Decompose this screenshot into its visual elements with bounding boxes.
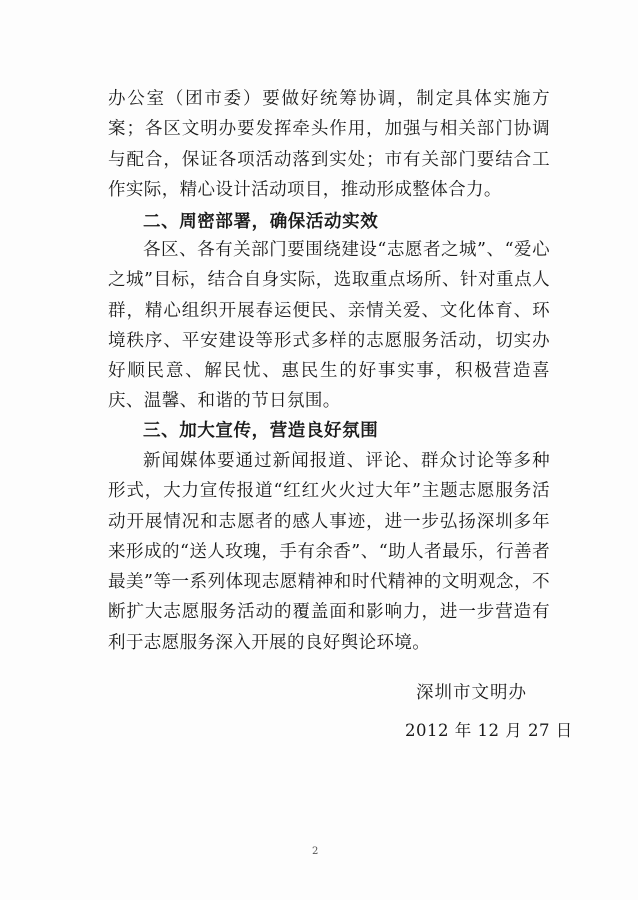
body-paragraph-1: 办公室（团市委）要做好统筹协调，制定具体实施方案；各区文明办要发挥牵头作用，加强与相关部门协调与配合，保证各项活动落到实处；市有关部门要结合工作实际，精心设计活动项目，推动形成整体合力。: [108, 89, 550, 200]
signature-organization: 深圳市文明办: [416, 683, 527, 703]
page-number: 2: [312, 846, 319, 857]
section-heading-2: 二、周密部署，确保活动实效: [143, 212, 379, 232]
body-paragraph-3: 新闻媒体要通过新闻报道、评论、群众讨论等多种形式，大力宣传报道“红红火火过大年”主题志愿服务活动开展情况和志愿者的感人事迹，进一步弘扬深圳多年来形成的“送人玫瑰，手有余香”、“助人者最乐，行善者最美”等一系列体现志愿精神和时代精神的文明观念，不断扩大志愿服务活动的覆盖面和影响力，进一步营造有利于志愿服务深入开展的良好舆论环境。: [108, 451, 550, 653]
signature-date: 2012 年 12 月 27 日: [405, 721, 573, 740]
body-paragraph-2: 各区、各有关部门要围绕建设“志愿者之城”、“爱心之城”目标，结合自身实际，选取重点场所、针对重点人群，精心组织开展春运便民、亲情关爱、文化体育、环境秩序、平安建设等形式多样的志愿服务活动，切实办好顺民意、解民忧、惠民生的好事实事，积极营造喜庆、温馨、和谐的节日氛围。: [108, 240, 550, 412]
section-heading-3: 三、加大宣传，营造良好氛围: [143, 421, 379, 441]
